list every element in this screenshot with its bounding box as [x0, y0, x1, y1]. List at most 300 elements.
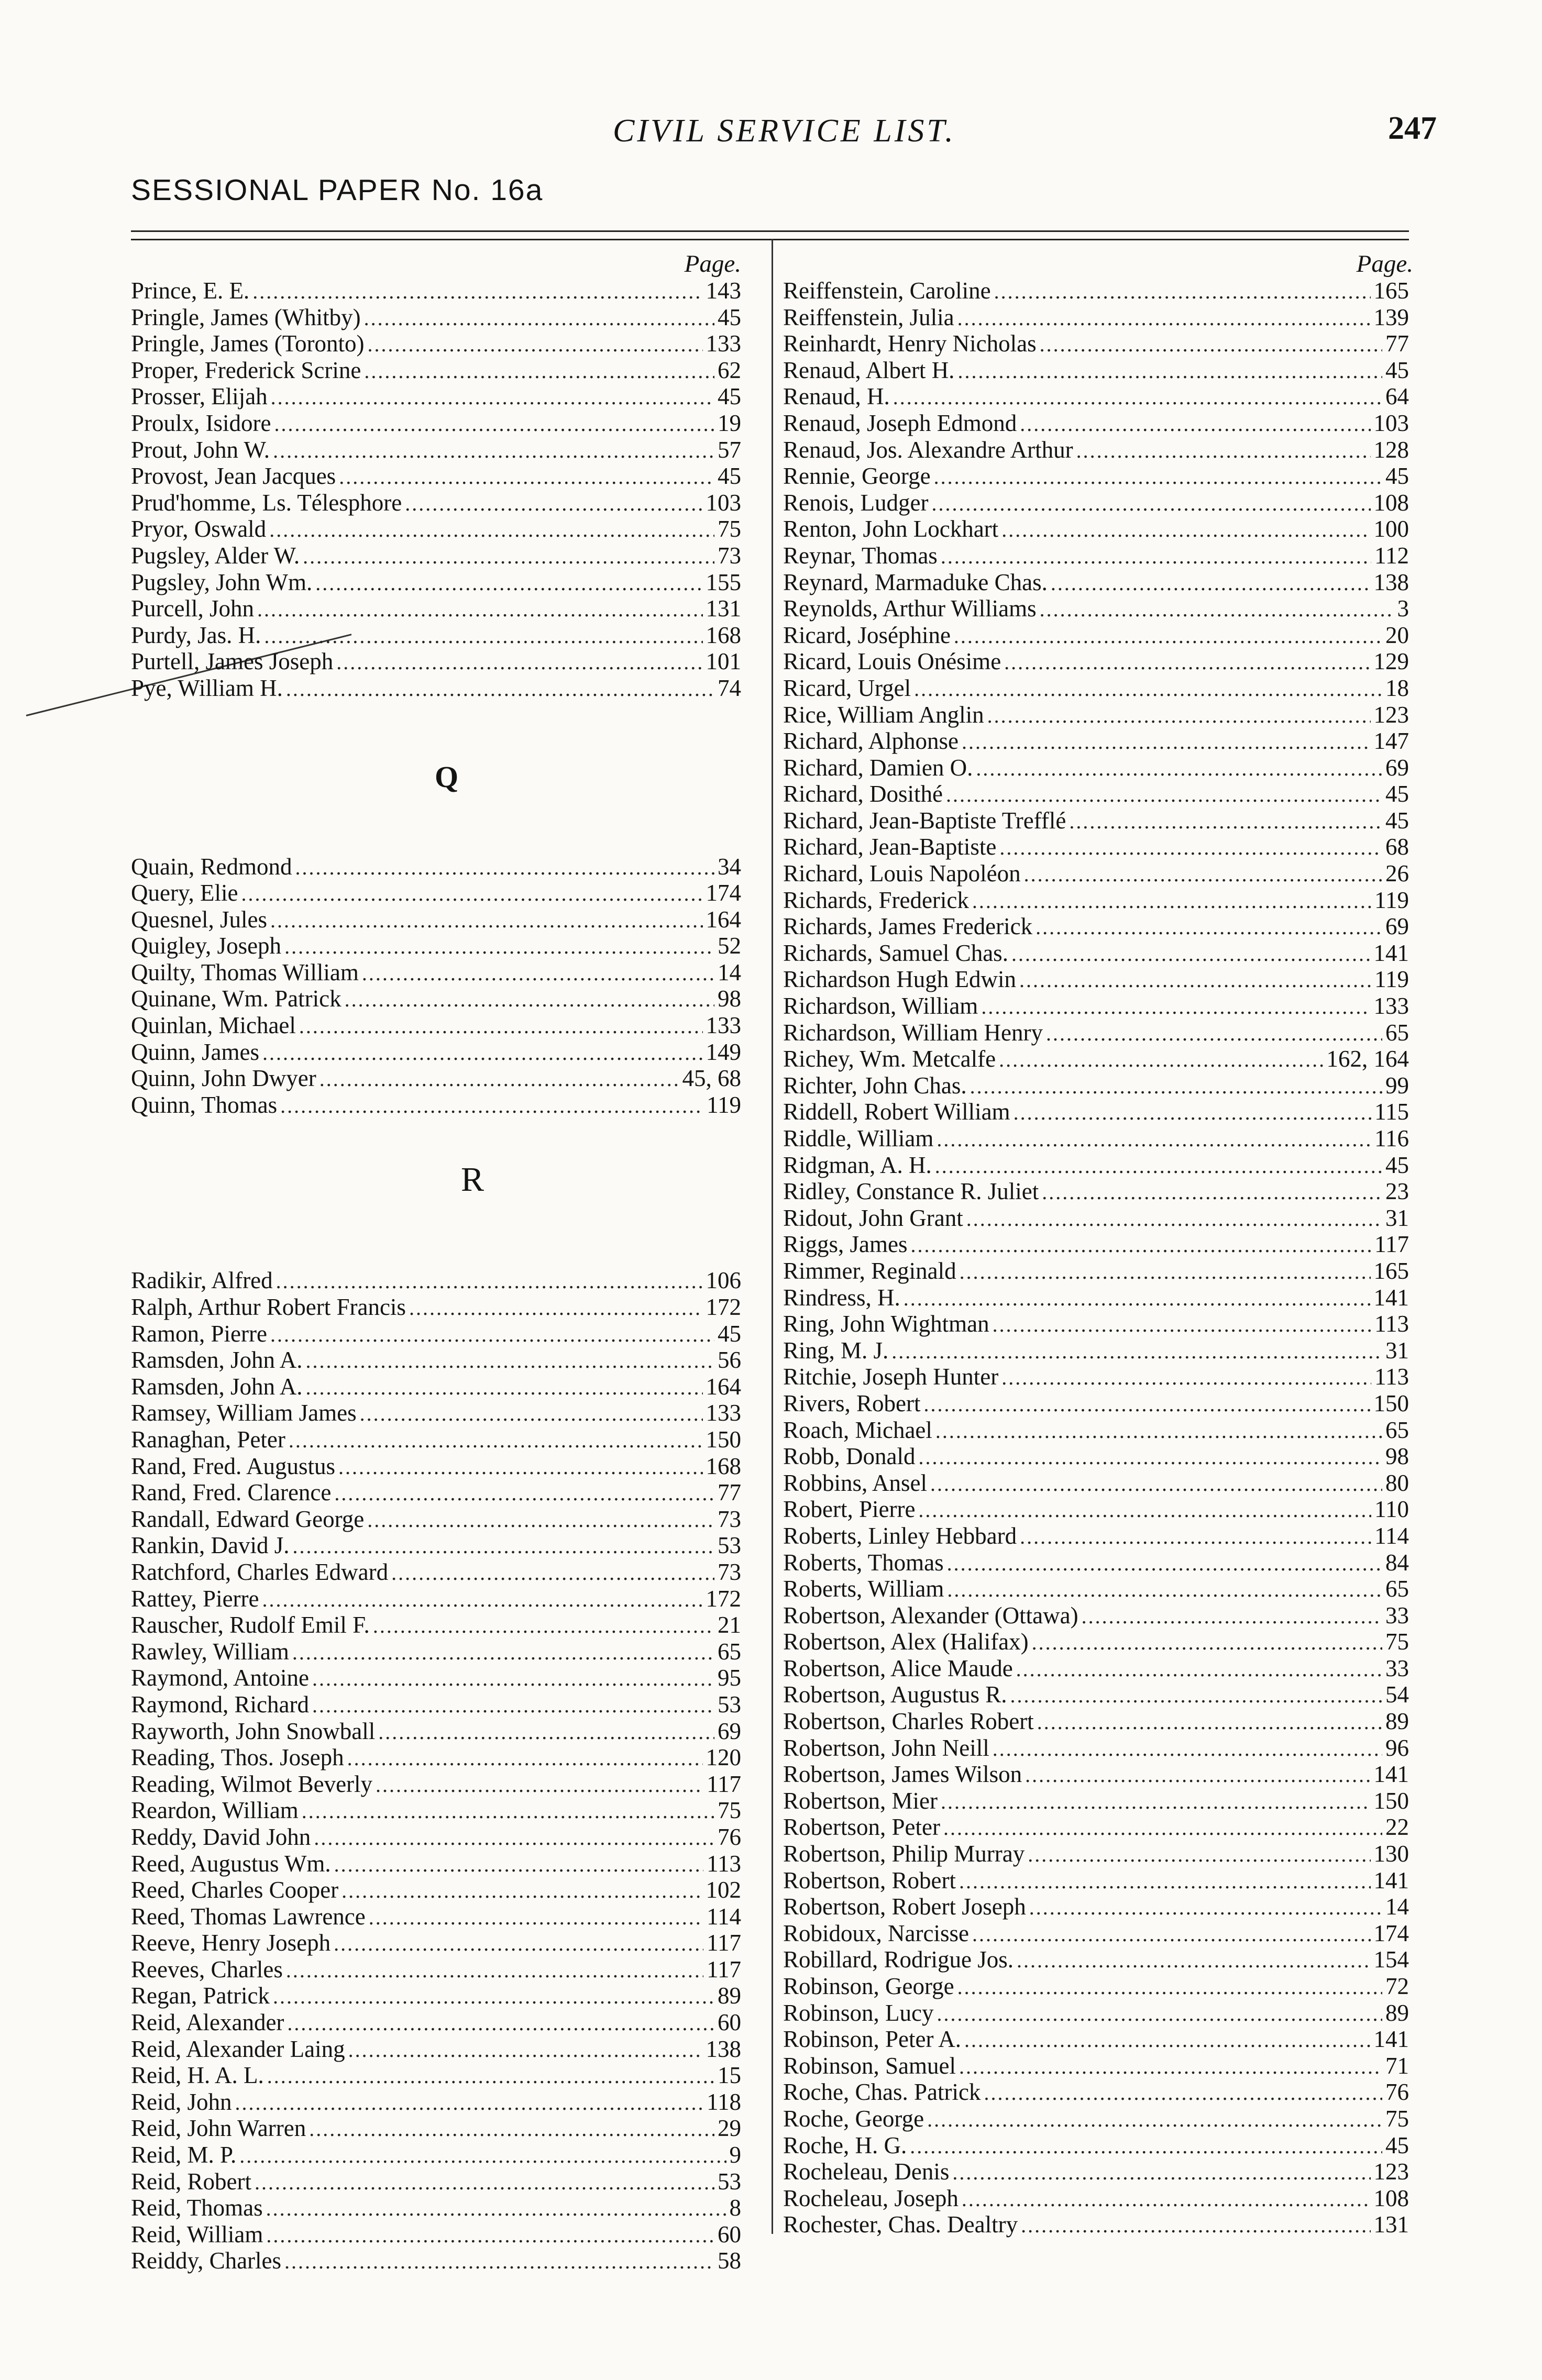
index-entry	[131, 2036, 741, 2063]
index-entry	[783, 569, 1409, 596]
entry-name: Reed, Charles Cooper	[131, 1877, 339, 1903]
index-entry	[131, 569, 741, 596]
leader-dots	[893, 384, 1382, 411]
leader-dots	[338, 1454, 702, 1481]
index-entry	[783, 1576, 1409, 1602]
leader-dots	[1036, 914, 1382, 941]
entry-page: 119	[707, 1091, 741, 1118]
entry-name: Reynolds, Arthur Williams	[783, 595, 1037, 622]
leader-dots	[970, 1073, 1382, 1100]
index-entry	[131, 2221, 741, 2248]
leader-dots	[941, 1789, 1371, 1816]
leader-dots	[959, 1868, 1371, 1895]
index-entry	[131, 986, 741, 1012]
entry-page: 52	[718, 933, 741, 959]
index-entry	[131, 1506, 741, 1533]
entry-page: 14	[718, 959, 741, 986]
index-entry	[783, 2132, 1409, 2159]
entry-name: Rimmer, Reginald	[783, 1257, 956, 1284]
index-entry	[783, 1417, 1409, 1444]
index-entry	[783, 940, 1409, 967]
index-entry	[131, 1612, 741, 1639]
index-entry	[131, 1267, 741, 1294]
entry-name: Reid, Alexander	[131, 2009, 284, 2036]
leader-dots	[1024, 861, 1382, 888]
leader-dots	[930, 1471, 1382, 1498]
leader-dots	[891, 1338, 1382, 1365]
entry-name: Ralph, Arthur Robert Francis	[131, 1294, 406, 1321]
leader-dots	[257, 596, 703, 623]
leader-dots	[959, 2054, 1382, 2080]
entry-page: 147	[1373, 728, 1409, 755]
leader-dots	[972, 888, 1371, 915]
entry-name: Proper, Frederick Scrine	[131, 357, 361, 383]
leader-dots	[289, 1427, 703, 1454]
column-divider	[772, 239, 773, 2234]
entry-name: Renois, Ludger	[783, 489, 929, 516]
index-entry	[131, 880, 741, 906]
entry-page: 102	[706, 1877, 741, 1903]
entry-page: 75	[718, 516, 741, 543]
leader-dots	[1040, 331, 1382, 358]
leader-dots	[292, 1533, 714, 1560]
leader-dots	[1016, 1656, 1382, 1683]
leader-dots	[280, 1093, 703, 1120]
entry-name: Ricard, Joséphine	[783, 622, 951, 648]
entry-page: 99	[1385, 1072, 1409, 1099]
index-entry	[783, 1099, 1409, 1125]
leader-dots	[405, 491, 702, 517]
entry-name: Richter, John Chas.	[783, 1072, 967, 1099]
entry-name: Quigley, Joseph	[131, 933, 282, 959]
leader-dots	[941, 544, 1371, 570]
index-entry	[131, 1374, 741, 1400]
leader-dots	[378, 1719, 714, 1746]
index-entry	[131, 1851, 741, 1877]
entry-name: Robertson, Philip Murray	[783, 1841, 1025, 1867]
entry-name: Randall, Edward George	[131, 1506, 365, 1532]
entry-page: 75	[1385, 1629, 1409, 1655]
entry-name: Rice, William Anglin	[783, 701, 984, 728]
leader-dots	[306, 1375, 703, 1401]
leader-dots	[937, 1126, 1371, 1153]
index-entry	[783, 622, 1409, 649]
entry-page: 130	[1373, 1841, 1409, 1867]
index-entry	[783, 304, 1409, 331]
entry-name: Reeves, Charles	[131, 1956, 283, 1983]
entry-page: 128	[1373, 436, 1409, 463]
entry-name: Roberts, Thomas	[783, 1549, 944, 1576]
entry-page: 123	[1373, 701, 1409, 728]
leader-dots	[935, 1418, 1382, 1445]
sessional-paper-label: SESSIONAL PAPER No. 16a	[131, 173, 544, 207]
entry-name: Robinson, George	[783, 1973, 954, 1999]
entry-name: Rocheleau, Joseph	[783, 2185, 959, 2211]
entry-name: Quinn, Thomas	[131, 1091, 278, 1118]
entry-page: 45	[718, 463, 741, 490]
entry-page: 131	[706, 595, 741, 622]
index-entry	[131, 437, 741, 463]
leader-dots	[286, 676, 714, 703]
section-letter-q	[131, 702, 741, 854]
index-entry	[783, 2000, 1409, 2027]
entry-page: 172	[706, 1294, 741, 1321]
entry-page: 77	[1385, 330, 1409, 357]
entry-name: Prout, John W.	[131, 436, 270, 463]
leader-dots	[984, 2080, 1382, 2107]
leader-dots	[306, 1348, 714, 1375]
entry-name: Reed, Thomas Lawrence	[131, 1903, 366, 1930]
entry-page: 80	[1385, 1469, 1409, 1496]
index-entry	[783, 1470, 1409, 1497]
letter-r-heading: R	[461, 1160, 484, 1199]
leader-dots	[284, 934, 714, 960]
leader-dots	[1040, 596, 1394, 623]
index-entry	[131, 330, 741, 357]
index-entry	[131, 543, 741, 569]
entry-page: 65	[1385, 1576, 1409, 1602]
entry-page: 149	[706, 1038, 741, 1065]
index-entry	[783, 1231, 1409, 1258]
leader-dots	[1010, 1682, 1382, 1709]
entry-name: Ramsey, William James	[131, 1400, 357, 1426]
entry-page: 22	[1385, 1814, 1409, 1841]
entry-name: Reddy, David John	[131, 1823, 311, 1850]
index-entry	[783, 1390, 1409, 1417]
entry-name: Ring, John Wightman	[783, 1311, 989, 1337]
index-entry	[783, 1046, 1409, 1072]
entry-page: 119	[1374, 966, 1409, 993]
index-entry	[131, 1559, 741, 1586]
entry-name: Richardson Hugh Edwin	[783, 966, 1016, 993]
leader-dots	[1020, 411, 1370, 438]
index-entry	[131, 410, 741, 437]
index-entry	[783, 1681, 1409, 1708]
page-column-label: Page.	[1356, 250, 1413, 278]
entry-page: 112	[1374, 542, 1409, 569]
index-entry	[783, 1788, 1409, 1814]
index-entry	[783, 1020, 1409, 1046]
entry-page: 71	[1385, 2052, 1409, 2079]
entry-page: 53	[718, 1532, 741, 1559]
entry-name: Pryor, Oswald	[131, 516, 267, 543]
entry-page: 73	[718, 542, 741, 569]
index-entry	[131, 1797, 741, 1824]
entry-page: 168	[706, 622, 741, 648]
entry-name: Robertson, Peter	[783, 1814, 940, 1841]
entry-page: 95	[718, 1665, 741, 1691]
leader-dots	[334, 1931, 703, 1957]
entry-name: Reid, M. P.	[131, 2142, 237, 2168]
entry-page: 133	[1373, 993, 1409, 1020]
entry-page: 113	[1374, 1311, 1409, 1337]
entry-page: 20	[1385, 622, 1409, 648]
leader-dots	[334, 1852, 703, 1878]
entry-name: Riggs, James	[783, 1231, 908, 1258]
entry-page: 45	[1385, 2132, 1409, 2158]
entry-name: Robb, Donald	[783, 1443, 916, 1470]
entry-page: 117	[1374, 1231, 1409, 1258]
index-entry	[783, 2158, 1409, 2185]
entry-name: Reynard, Marmaduke Chas.	[783, 569, 1048, 595]
leader-dots	[309, 2116, 714, 2143]
index-entry	[131, 1956, 741, 1983]
entry-page: 45	[718, 1320, 741, 1347]
leader-dots	[994, 279, 1371, 305]
leader-dots	[937, 2001, 1383, 2028]
leader-dots	[910, 2133, 1382, 2160]
index-entry	[783, 966, 1409, 993]
leader-dots	[981, 994, 1370, 1021]
entry-name: Richard, Damien O.	[783, 754, 973, 781]
entry-page: 75	[1385, 2105, 1409, 2132]
leader-dots	[993, 1312, 1372, 1338]
entry-name: Ritchie, Joseph Hunter	[783, 1364, 999, 1390]
leader-dots	[339, 464, 714, 491]
entry-page: 74	[718, 674, 741, 701]
entry-name: Richard, Jean-Baptiste	[783, 834, 997, 860]
entry-name: Reading, Wilmot Beverly	[131, 1770, 373, 1797]
leader-dots	[270, 1322, 714, 1348]
entry-name: Richard, Alphonse	[783, 728, 959, 755]
entry-name: Richard, Dosithé	[783, 781, 943, 807]
leader-dots	[409, 1295, 703, 1322]
entry-page: 73	[718, 1506, 741, 1532]
leader-dots	[1004, 649, 1370, 676]
leader-dots	[345, 987, 714, 1013]
index-entry	[131, 1718, 741, 1745]
entry-name: Reid, Robert	[131, 2168, 251, 2195]
entry-name: Roche, Chas. Patrick	[783, 2079, 981, 2106]
entry-name: Riddell, Robert William	[783, 1099, 1010, 1125]
index-entry	[783, 1655, 1409, 1682]
left-column	[131, 250, 741, 2274]
page-title: CIVIL SERVICE LIST.	[613, 113, 956, 149]
entry-name: Richards, Frederick	[783, 887, 969, 913]
entry-page: 143	[706, 278, 741, 304]
leader-dots	[271, 384, 714, 411]
entry-name: Robbins, Ansel	[783, 1469, 928, 1496]
entry-name: Reinhardt, Henry Nicholas	[783, 330, 1037, 357]
leader-dots	[1025, 1762, 1370, 1789]
entry-page: 84	[1385, 1549, 1409, 1576]
entry-page: 154	[1373, 1946, 1409, 1973]
index-entry	[783, 2106, 1409, 2132]
entry-page: 96	[1385, 1734, 1409, 1761]
leader-dots	[364, 305, 714, 332]
leader-dots	[999, 1047, 1323, 1073]
entry-page: 150	[706, 1426, 741, 1453]
index-entry	[131, 1453, 741, 1480]
leader-dots	[904, 1286, 1371, 1312]
entry-name: Reid, H. A. L.	[131, 2062, 264, 2089]
entry-name: Rauscher, Rudolf Emil F.	[131, 1612, 370, 1639]
index-entry	[131, 1065, 741, 1092]
entry-name: Quain, Redmond	[131, 853, 292, 880]
leader-dots	[320, 1066, 679, 1093]
entry-name: Richard, Louis Napoléon	[783, 860, 1021, 887]
entry-page: 141	[1373, 1761, 1409, 1788]
entry-page: 100	[1373, 516, 1409, 543]
index-entry	[131, 854, 741, 880]
entry-page: 54	[1385, 1681, 1409, 1708]
entry-name: Robertson, Robert Joseph	[783, 1894, 1026, 1920]
leader-dots	[312, 1692, 714, 1719]
index-entry	[783, 357, 1409, 384]
entry-page: 123	[1373, 2158, 1409, 2185]
leader-dots	[966, 1206, 1382, 1233]
entry-name: Regan, Patrick	[131, 1983, 270, 2009]
entry-name: Rochester, Chas. Dealtry	[783, 2211, 1018, 2238]
entry-name: Robillard, Rodrigue Jos.	[783, 1946, 1014, 1973]
entry-page: 29	[718, 2115, 741, 2142]
leader-dots	[1037, 1709, 1382, 1736]
entry-page: 65	[1385, 1019, 1409, 1046]
leader-dots	[964, 2027, 1370, 2054]
leader-dots	[266, 2196, 726, 2222]
entry-page: 77	[718, 1479, 741, 1506]
entry-page: 53	[718, 2168, 741, 2195]
entry-page: 150	[1373, 1787, 1409, 1814]
section-letter-r	[131, 1118, 741, 1267]
leader-dots	[954, 623, 1382, 650]
entry-name: Roach, Michael	[783, 1416, 932, 1443]
entry-page: 15	[718, 2062, 741, 2089]
index-entry	[131, 516, 741, 543]
leader-dots	[391, 1560, 714, 1587]
leader-dots	[931, 491, 1370, 517]
index-entry	[131, 1426, 741, 1453]
index-entry	[131, 490, 741, 516]
index-entry	[783, 860, 1409, 887]
entry-page: 117	[707, 1956, 741, 1983]
entry-name: Rawley, William	[131, 1638, 289, 1665]
index-entry	[131, 1877, 741, 1903]
index-entry	[783, 1364, 1409, 1390]
entry-name: Robertson, Mier	[783, 1787, 938, 1814]
entry-name: Pringle, James (Toronto)	[131, 330, 365, 357]
entry-page: 68	[1385, 834, 1409, 860]
entry-name: Renaud, Joseph Edmond	[783, 409, 1017, 436]
entry-page: 117	[707, 1930, 741, 1956]
leader-dots	[957, 1974, 1382, 2001]
entry-name: Robertson, James Wilson	[783, 1761, 1022, 1788]
leader-dots	[962, 2186, 1371, 2213]
entry-name: Robert, Pierre	[783, 1496, 916, 1523]
header-rule-top	[131, 230, 1409, 232]
leader-dots	[1017, 1947, 1371, 1974]
index-entry	[131, 1824, 741, 1851]
index-entry	[131, 278, 741, 304]
entry-name: Ricard, Louis Onésime	[783, 648, 1001, 675]
entry-page: 89	[1385, 1708, 1409, 1735]
entry-page: 168	[706, 1453, 741, 1479]
index-entry	[131, 1347, 741, 1374]
index-entry	[783, 993, 1409, 1020]
entry-name: Richards, Samuel Chas.	[783, 939, 1008, 966]
entries-q	[131, 854, 741, 1119]
letter-q-heading: Q	[435, 759, 459, 794]
leader-dots	[1076, 438, 1371, 464]
index-entry	[783, 1125, 1409, 1152]
entry-page: 34	[718, 853, 741, 880]
index-entry	[783, 2026, 1409, 2053]
entry-name: Richardson, William Henry	[783, 1019, 1043, 1046]
entry-page: 115	[1374, 1099, 1409, 1125]
entry-name: Rattey, Pierre	[131, 1585, 259, 1612]
leader-dots	[269, 517, 714, 544]
page-column-label: Page.	[684, 250, 741, 278]
entry-name: Robertson, John Neill	[783, 1734, 989, 1761]
leader-dots	[362, 960, 714, 987]
leader-dots	[252, 279, 702, 305]
index-entry	[131, 648, 741, 675]
entry-name: Reid, John	[131, 2088, 232, 2115]
entry-page: 60	[718, 2009, 741, 2036]
index-entry	[783, 490, 1409, 516]
leader-dots	[287, 2010, 714, 2037]
index-entry	[131, 595, 741, 622]
index-entry	[131, 383, 741, 410]
index-entry	[783, 463, 1409, 490]
entry-page: 26	[1385, 860, 1409, 887]
entry-page: 108	[1373, 489, 1409, 516]
entry-name: Query, Elie	[131, 880, 238, 906]
entry-name: Rocheleau, Denis	[783, 2158, 950, 2185]
entry-page: 131	[1373, 2211, 1409, 2238]
index-entry	[783, 1920, 1409, 1947]
entry-page: 65	[1385, 1416, 1409, 1443]
entry-page: 21	[718, 1612, 741, 1639]
entry-name: Prosser, Elijah	[131, 383, 268, 410]
entry-name: Quinn, James	[131, 1038, 259, 1065]
index-entry	[783, 1867, 1409, 1894]
entry-name: Renton, John Lockhart	[783, 516, 999, 543]
index-entry	[783, 595, 1409, 622]
entry-page: 133	[706, 330, 741, 357]
entry-page: 33	[1385, 1602, 1409, 1629]
index-entry	[783, 1311, 1409, 1337]
entry-name: Ramsden, John A.	[131, 1347, 303, 1374]
entry-page: 150	[1373, 1390, 1409, 1416]
index-entry	[131, 1744, 741, 1771]
entry-page: 45	[718, 304, 741, 330]
leader-dots	[368, 331, 703, 358]
index-entry	[131, 1930, 741, 1956]
leader-dots	[302, 1798, 714, 1825]
leader-dots	[266, 2222, 714, 2249]
index-entry	[131, 1532, 741, 1559]
leader-dots	[1032, 1630, 1382, 1656]
index-entry	[783, 1523, 1409, 1549]
entry-name: Robertson, Alex (Halifax)	[783, 1629, 1029, 1655]
leader-dots	[1014, 1100, 1372, 1126]
leader-dots	[962, 729, 1371, 756]
entry-page: 141	[1373, 939, 1409, 966]
entry-page: 139	[1373, 304, 1409, 330]
entry-name: Roche, H. G.	[783, 2132, 907, 2158]
entries-p	[131, 278, 741, 702]
index-entry	[783, 1337, 1409, 1364]
entry-page: 98	[718, 986, 741, 1012]
entry-name: Renaud, Albert H.	[783, 357, 955, 383]
index-entry	[783, 1152, 1409, 1179]
leader-dots	[1042, 1179, 1382, 1206]
leader-dots	[284, 2249, 714, 2275]
index-entry	[131, 1400, 741, 1426]
leader-dots	[1028, 1842, 1370, 1868]
entry-name: Raymond, Antoine	[131, 1665, 309, 1691]
